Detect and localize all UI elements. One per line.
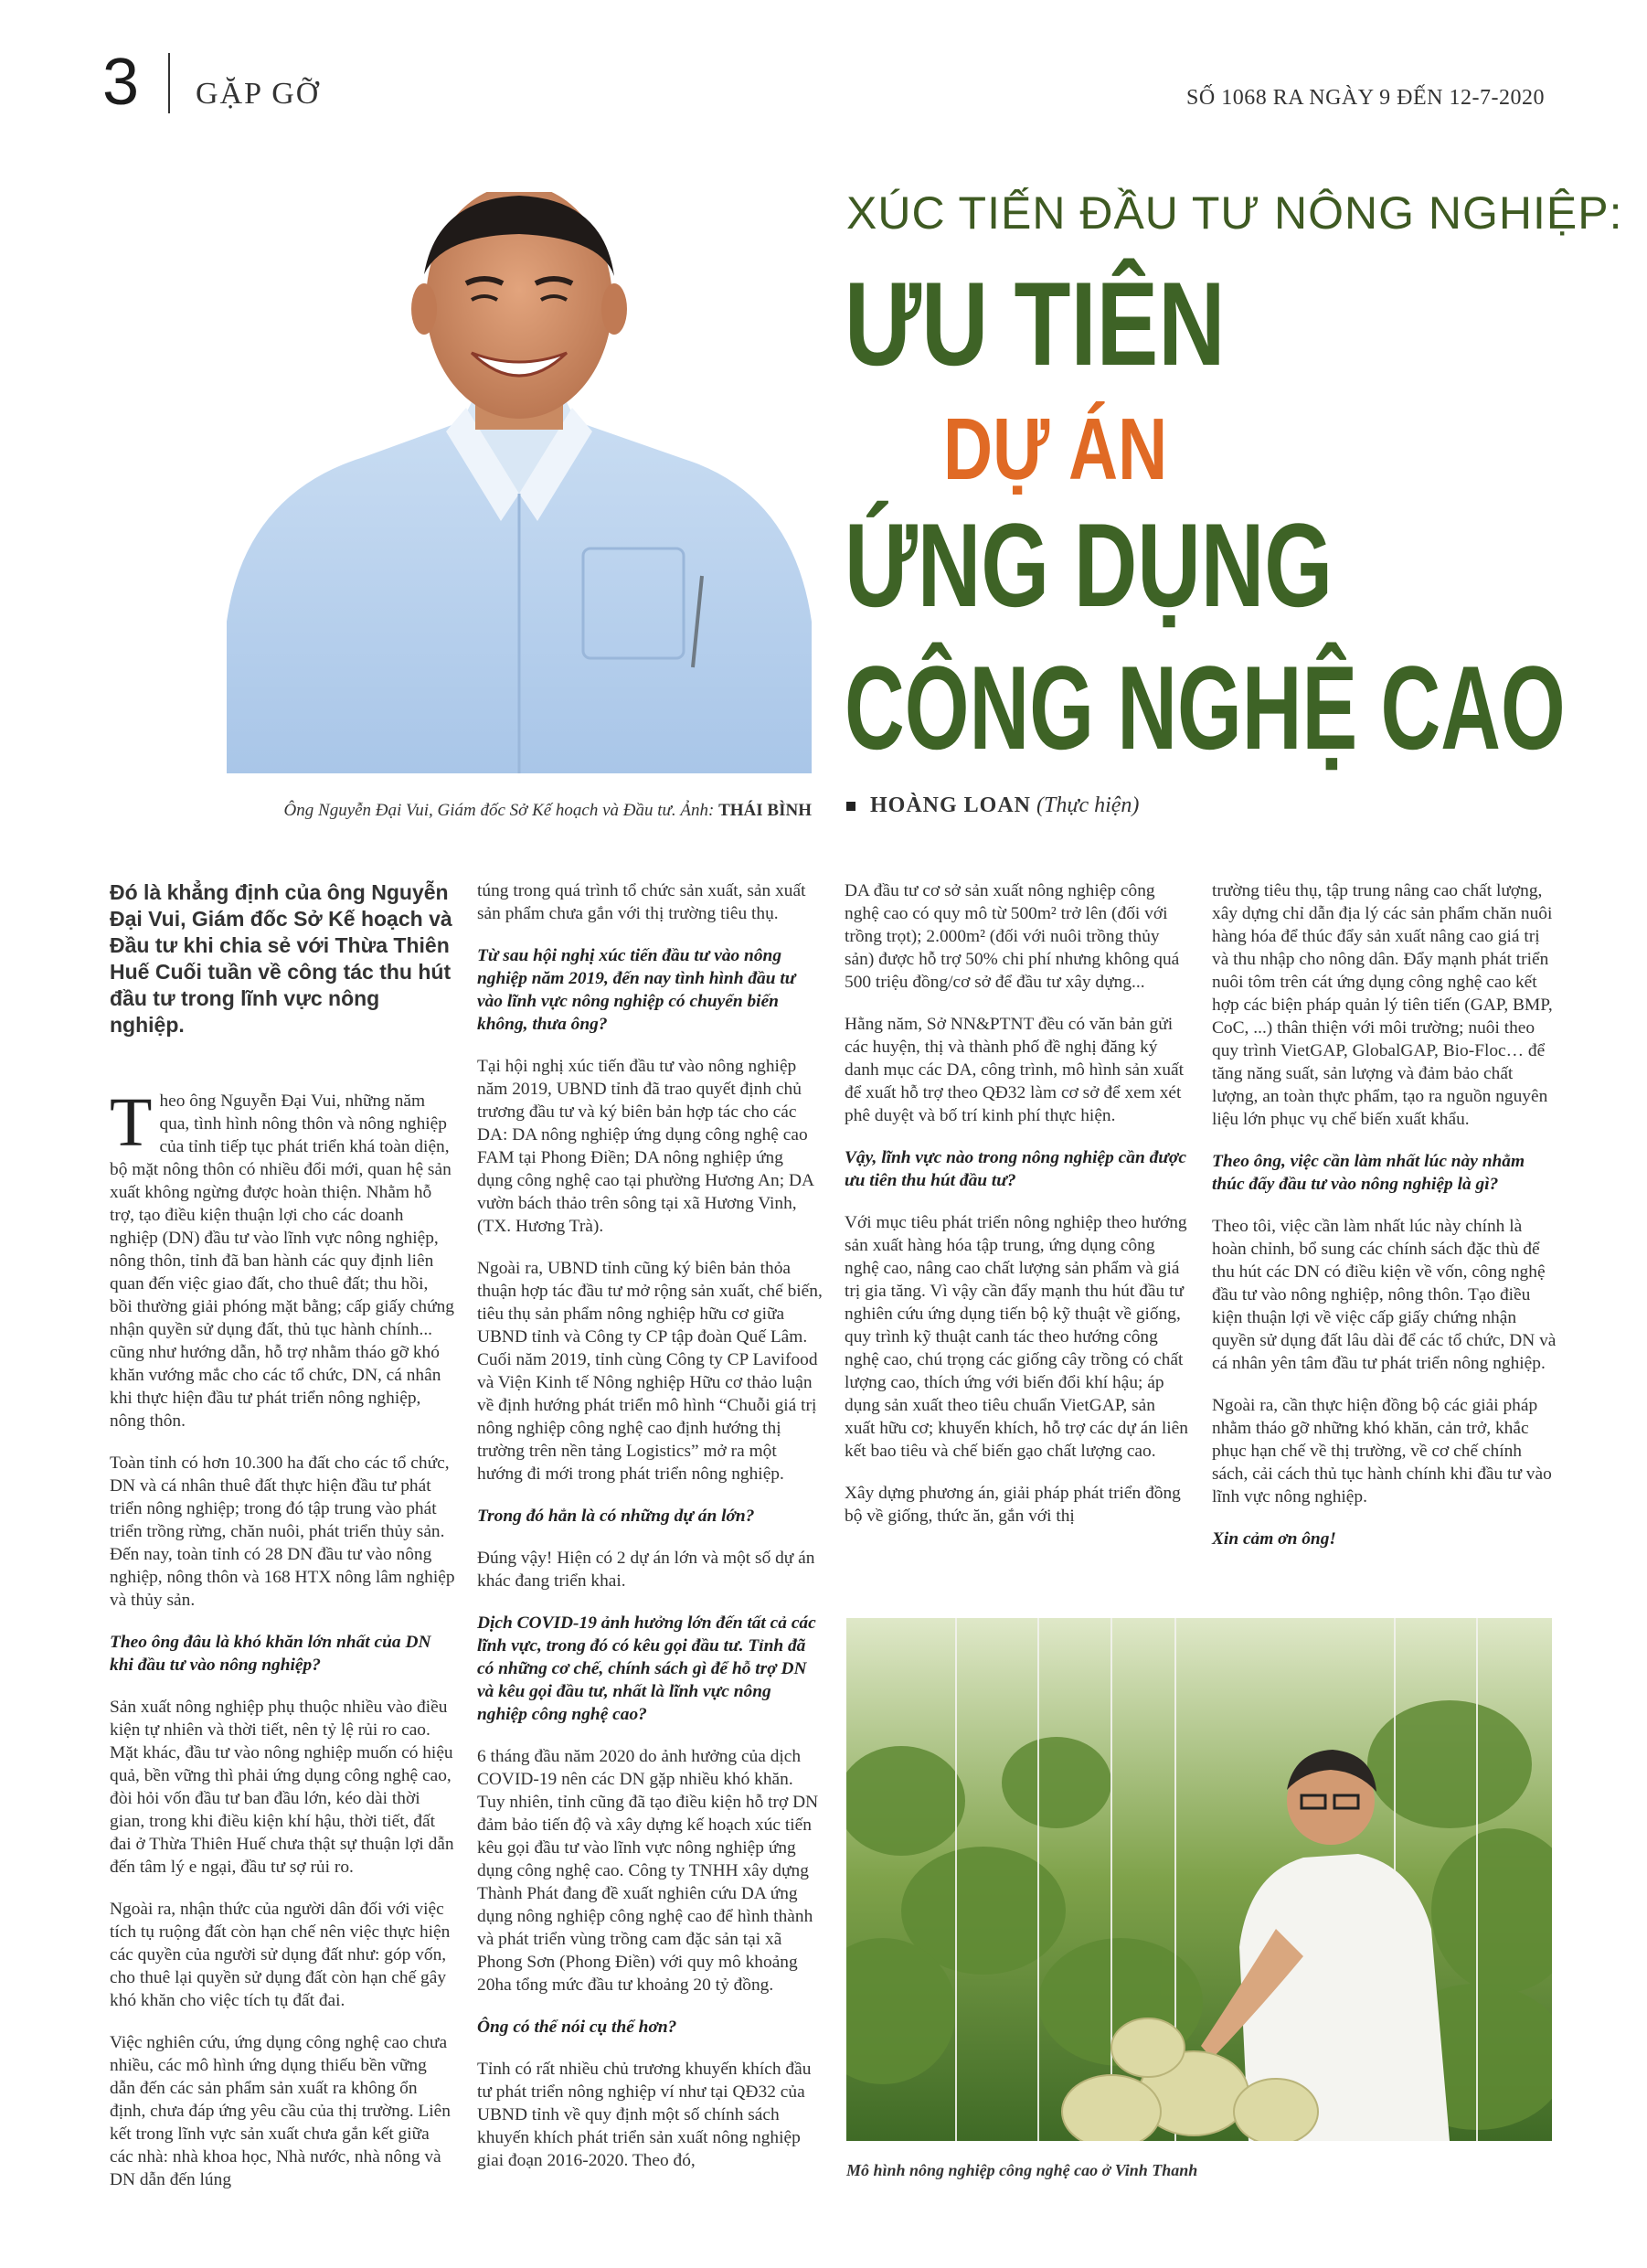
byline-name: HOÀNG LOAN	[870, 793, 1032, 817]
article-paragraph: Ngoài ra, UBND tỉnh cũng ký biên bản thỏa thuận hợp tác đầu tư mở rộng sản xuất, chế biến, tiêu thụ sản phẩm nông nghiệp hữu cơ giữa UBND tỉnh và Công ty CP tập đoàn Quế Lâm. Cuối năm 2019, tỉnh cùng Công ty CP Lavifood và Viện Kinh tế Nông nghiệp Hữu cơ thảo luận về định hướng phát triển mô hình “Chuỗi giá trị nông nghiệp công nghệ cao định hướng thị trường trên nền tảng Logistics” mở ra một hướng đi mới trong phát triển nông nghiệp.	[477, 1259, 823, 1484]
article-paragraph: túng trong quá trình tổ chức sản xuất, sản xuất sản phẩm chưa gắn với thị trường tiêu thụ.	[477, 881, 806, 923]
article-paragraph: Theo tôi, việc cần làm nhất lúc này chính là hoàn chỉnh, bổ sung các chính sách đặc thù để thu hút các DN có điều kiện về vốn, công nghệ đầu tư vào nông nghiệp, nông thôn. Tạo điều kiện thuận lợi về việc cấp giấy chứng nhận quyền sử dụng đất lâu dài để các tổ chức, DN và cá nhân yên tâm đầu tư phát triển nông nghiệp.	[1212, 1217, 1557, 1373]
greenhouse-caption: Mô hình nông nghiệp công nghệ cao ở Vinh Thanh	[846, 2161, 1198, 2179]
portrait-caption	[227, 801, 812, 821]
interview-question: Vậy, lĩnh vực nào trong nông nghiệp cần được ưu tiên thu hút đầu tư?	[845, 1148, 1186, 1190]
article-column-3	[845, 879, 1190, 1547]
headline-line-2: DỰ ÁN	[943, 400, 1168, 498]
article-paragraph: DA đầu tư cơ sở sản xuất nông nghiệp công nghệ cao có quy mô từ 500m² trở lên (đối với trồng trọt); 2.000m² (đối với nuôi trồng thủy sản) được hỗ trợ 50% chi phí nhưng không quá 500 triệu đồng/cơ sở để đầu tư xây dựng...	[845, 881, 1180, 992]
portrait-photo	[227, 192, 812, 773]
article-paragraph: Toàn tỉnh có hơn 10.300 ha đất cho các tổ chức, DN và cá nhân thuê đất thực hiện đầu tư phát triển nông nghiệp; trong đó tập trung vào phát triển trồng rừng, chăn nuôi, phát triển thủy sản. Đến nay, toàn tỉnh có 28 DN đầu tư vào nông nghiệp, nông thôn và 168 HTX nông lâm nghiệp và thủy sản.	[110, 1453, 455, 1610]
interview-question: Trong đó hẳn là có những dự án lớn?	[477, 1507, 755, 1526]
article-column-2	[477, 879, 823, 2191]
byline-bullet-icon	[846, 802, 855, 811]
article-lead: Đó là khẳng định của ông Nguyễn Đại Vui, Giám đốc Sở Kế hoạch và Đầu tư khi chia sẻ với Thừa Thiên Huế Cuối tuần về công tác thu hút đầu tư trong lĩnh vực nông nghiệp.	[110, 880, 452, 1037]
article-paragraph: 6 tháng đầu năm 2020 do ảnh hưởng của dịch COVID-19 nên các DN gặp nhiều khó khăn. Tuy nhiên, tỉnh cũng đã tạo điều kiện hỗ trợ DN đảm bảo tiến độ và xây dựng kế hoạch xúc tiến kêu gọi đầu tư vào lĩnh vực nông nghiệp ứng dụng công nghệ cao. Công ty TNHH xây dựng Thành Phát đang đề xuất nghiên cứu DA ứng dụng nông nghiệp công nghệ cao để hình thành và phát triển vùng trồng cam đặc sản tại xã Phong Sơn (Phong Điền) với quy mô khoảng 20ha tổng mức đầu tư khoảng 20 tỷ đồng.	[477, 1747, 819, 1995]
issue-date: SỐ 1068 RA NGÀY 9 ĐẾN 12-7-2020	[1186, 86, 1545, 110]
interview-question: Theo ông, việc cần làm nhất lúc này nhằm thúc đẩy đầu tư vào nông nghiệp là gì?	[1212, 1152, 1525, 1194]
headline-line-4: CÔNG NGHỆ CAO	[845, 641, 1566, 774]
article-paragraph: Việc nghiên cứu, ứng dụng công nghệ cao chưa nhiều, các mô hình ứng dụng thiếu bền vững dẫn đến các sản phẩm sản xuất ra không ổn định, chưa đáp ứng yêu cầu của thị trường. Liên kết trong lĩnh vực sản xuất chưa gắn kết giữa các nhà: nhà khoa học, Nhà nước, nhà nông và DN dẫn đến lúng	[110, 2033, 451, 2189]
article-paragraph: Hằng năm, Sở NN&PTNT đều có văn bản gửi các huyện, thị và thành phố đề nghị đăng ký danh mục các DA, công trình, mô hình sản xuất để xuất hỗ trợ theo QĐ32 làm cơ sở để xem xét phê duyệt và bố trí kinh phí thực hiện.	[845, 1015, 1185, 1125]
byline	[846, 793, 1139, 818]
section-label: GẶP GỠ	[196, 77, 321, 111]
interview-question: Ông có thể nói cụ thể hơn?	[477, 2018, 677, 2037]
greenhouse-photo	[846, 1618, 1552, 2141]
page-number: 3	[102, 46, 140, 119]
article-paragraph	[110, 1084, 455, 1432]
article-paragraph: Đúng vậy! Hiện có 2 dự án lớn và một số dự án khác đang triển khai.	[477, 1549, 815, 1591]
article-paragraph: Sản xuất nông nghiệp phụ thuộc nhiều vào điều kiện tự nhiên và thời tiết, nên tỷ lệ rủi ro cao. Mặt khác, đầu tư vào nông nghiệp muốn có hiệu quả, bền vững thì phải ứng dụng công nghệ cao, đòi hỏi vốn đầu tư ban đầu lớn, kéo dài thời gian, trong khi điều kiện khí hậu, thời tiết, đất đai ở Thừa Thiên Huế chưa thật sự thuận lợi dẫn đến tâm lý e ngại, đầu tư sợ rủi ro.	[110, 1698, 454, 1877]
interview-question: Dịch COVID-19 ảnh hưởng lớn đến tất cả các lĩnh vực, trong đó có kêu gọi đầu tư. Tỉnh đã có những cơ chế, chính sách gì để hỗ trợ DN và kêu gọi đầu tư, nhất là lĩnh vực nông nghiệp công nghệ cao?	[477, 1613, 816, 1724]
article-paragraph: Ngoài ra, nhận thức của người dân đối với việc tích tụ ruộng đất còn hạn chế nên việc thực hiện các quyền của người sử dụng đất như: góp vốn, cho thuê lại quyền sử dụng đất còn hạn chế gây khó khăn cho việc tích tụ đất đai.	[110, 1900, 451, 2010]
portrait-caption-text: Ông Nguyễn Đại Vui, Giám đốc Sở Kế hoạch và Đầu tư. Ảnh:	[283, 801, 715, 820]
article-paragraph: Xây dựng phương án, giải pháp phát triển đồng bộ về giống, thức ăn, gắn với thị	[845, 1484, 1181, 1526]
article-paragraph-text: heo ông Nguyễn Đại Vui, những năm qua, tình hình nông thôn và nông nghiệp của tỉnh tiếp tục phát triển khá toàn diện, bộ mặt nông thôn có nhiều đổi mới, quan hệ sản xuất không ngừng được hoàn thiện. Nhằm hỗ trợ, tạo điều kiện thuận lợi cho các doanh nghiệp (DN) đầu tư vào lĩnh vực nông nghiệp, nông thôn, tỉnh đã ban hành các quy định liên quan đến việc giao đất, cho thuê đất; thu hồi, bồi thường giải phóng mặt bằng; cấp giấy chứng nhận quyền sử dụng đất, thủ tục hành chính... cũng như hướng dẫn, hỗ trợ nhằm tháo gỡ khó khăn vướng mắc cho các tổ chức, DN, cá nhân khi thực hiện đầu tư phát triển nông nghiệp, nông thôn.	[110, 1091, 455, 1431]
headline-line-1: ƯU TIÊN	[845, 257, 1226, 390]
article-paragraph: Ngoài ra, cần thực hiện đồng bộ các giải pháp nhằm tháo gỡ những khó khăn, cản trở, khắc phục hạn chế về thị trường, về cơ chế chính sách, cải cách thủ tục hành chính khi đầu tư vào lĩnh vực nông nghiệp.	[1212, 1396, 1552, 1507]
article-paragraph: trường tiêu thụ, tập trung nâng cao chất lượng, xây dựng chỉ dẫn địa lý các sản phẩm chăn nuôi hàng hóa để thúc đẩy sản xuất nâng cao giá trị và thu nhập cho nông dân. Đẩy mạnh phát triển nuôi tôm trên cát ứng dụng công nghệ cao kết hợp các biện pháp quản lý tiên tiến (GAP, BMP, CoC, ...) thân thiện với môi trường; nuôi theo quy trình VietGAP, GlobalGAP, Bio-Floc… để tăng năng suất, sản lượng và đảm bảo chất lượng, an toàn thực phẩm, tạo ra nguồn nguyên liệu lớn phục vụ chế biến xuất khẩu.	[1212, 881, 1553, 1129]
drop-cap: T	[110, 1084, 153, 1161]
interview-question: Từ sau hội nghị xúc tiến đầu tư vào nông nghiệp năm 2019, đến nay tình hình đầu tư vào lĩnh vực nông nghiệp có chuyển biến không, thưa ông?	[477, 946, 796, 1034]
article-column-1	[110, 879, 455, 2210]
closing-line: Xin cảm ơn ông!	[1212, 1529, 1336, 1549]
header-divider	[168, 53, 170, 113]
headline-kicker: XÚC TIẾN ĐẦU TƯ NÔNG NGHIỆP:	[846, 187, 1623, 239]
portrait-credit: THÁI BÌNH	[718, 801, 812, 820]
article-paragraph: Tại hội nghị xúc tiến đầu tư vào nông nghiệp năm 2019, UBND tỉnh đã trao quyết định chủ trương đầu tư và ký biên bản hợp tác cho các DA: DA nông nghiệp ứng dụng công nghệ cao FAM tại Phong Điền; DA nông nghiệp ứng dụng công nghệ cao tại phường Hương An; DA vườn bách thảo trên sông tại xã Hương Vinh, (TX. Hương Trà).	[477, 1057, 813, 1236]
article-paragraph: Tỉnh có rất nhiều chủ trương khuyến khích đầu tư phát triển nông nghiệp ví như tại QĐ32 của UBND tỉnh về quy định một số chính sách khuyến khích phát triển sản xuất nông nghiệp giai đoạn 2016-2020. Theo đó,	[477, 2060, 812, 2170]
headline-line-3: ỨNG DỤNG	[845, 498, 1334, 632]
interview-question: Theo ông đâu là khó khăn lớn nhất của DN khi đầu tư vào nông nghiệp?	[110, 1633, 431, 1675]
byline-role: (Thực hiện)	[1036, 793, 1140, 817]
article-column-4	[1212, 879, 1557, 1570]
article-paragraph: Với mục tiêu phát triển nông nghiệp theo hướng sản xuất hàng hóa tập trung, ứng dụng công nghệ cao, nâng cao chất lượng sản phẩm và giá trị gia tăng. Vì vậy cần đẩy mạnh thu hút đầu tư nghiên cứu ứng dụng tiến bộ kỹ thuật về giống, quy trình kỹ thuật canh tác theo hướng công nghệ cao, chú trọng các giống cây trồng có chất lượng cao, thích ứng với biến đổi khí hậu; áp dụng sản xuất theo tiêu chuẩn VietGAP, sản xuất hữu cơ; khuyến khích, hỗ trợ các dự án liên kết bao tiêu và chế biến gạo chất lượng cao.	[845, 1213, 1188, 1461]
